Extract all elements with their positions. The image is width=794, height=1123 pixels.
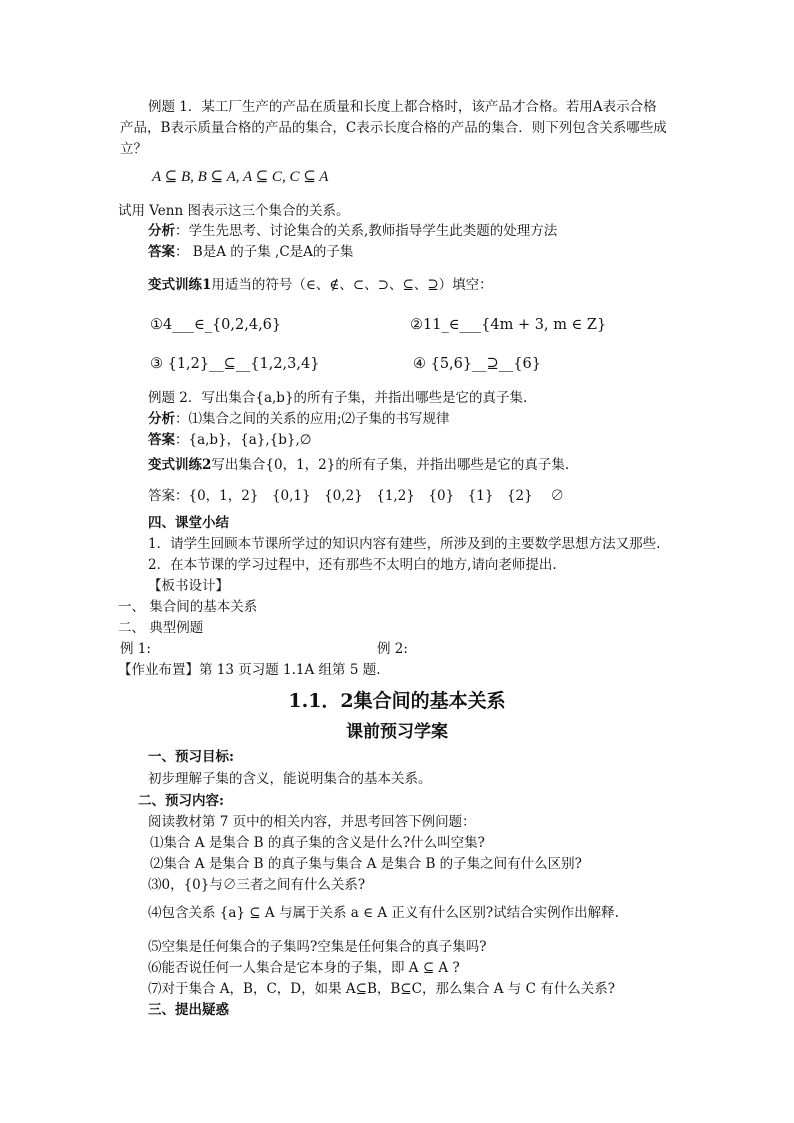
example1-line3: 立？ <box>120 141 147 157</box>
section-title: 1.1．2集合间的基本关系 <box>288 690 506 712</box>
board-item2: 二、 典型例题 <box>118 620 204 636</box>
variant2-prompt <box>148 456 569 474</box>
board-heading: 【板书设计】 <box>148 578 229 594</box>
analysis-text: ：⑴集合之间的关系的应用;⑵子集的书写规律 <box>175 411 450 427</box>
variant1-prompt <box>148 276 493 294</box>
board-item1: 一、 集合间的基本关系 <box>118 599 258 615</box>
example1-line1: 例题 1．某工厂生产的产品在质量和长度上都合格时，该产品才合格。若用A表示合格 <box>148 99 657 115</box>
question-1: ⑴集合 A 是集合 B 的真子集的含义是什么?什么叫空集? <box>150 835 485 851</box>
answer-text: ：{a,b}，{a},{b},∅ <box>175 432 312 448</box>
content-heading: 二、预习内容: <box>138 793 224 809</box>
variant1-label: 变式训练1 <box>148 277 212 293</box>
question-5: ⑸空集是任何集合的子集吗?空集是任何集合的真子集吗? <box>148 939 487 955</box>
variant2-label: 变式训练2 <box>148 457 212 473</box>
question-6: ⑹能否说任何一人集合是它本身的子集，即 A ⊆ A ? <box>148 960 460 976</box>
goals-text: 初步理解子集的含义，能说明集合的基本关系。 <box>148 771 432 787</box>
example1-analysis <box>148 222 557 240</box>
section-subtitle: 课前预习学案 <box>346 722 448 742</box>
summary-heading: 四、课堂小结 <box>148 515 229 531</box>
analysis-text: ：学生先思考、讨论集合的关系,教师指导学生此类题的处理方法 <box>175 223 558 239</box>
homework: 【作业布置】第 13 页习题 1.1A 组第 5 题. <box>118 662 381 678</box>
example2-line: 例题 2．写出集合{a,b}的所有子集，并指出哪些是它的真子集. <box>148 390 528 406</box>
question-4: ⑷包含关系 {a} ⊆ A 与属于关系 a ∈ A 正义有什么区别?试结合实例作出解释. <box>148 905 619 921</box>
variant1-item3: ③ {1,2}__⊆__{1,2,3,4} <box>150 356 320 372</box>
board-example2: 例 2: <box>377 641 408 657</box>
variant1-item2: ②11_∈___{4m + 3, m ∈ Z} <box>410 317 607 333</box>
example2-analysis <box>148 410 450 428</box>
analysis-label: 分析 <box>148 223 175 239</box>
question-3: ⑶0，{0}与∅三者之间有什么关系? <box>148 877 366 893</box>
variant1-item1: ①4___∈_{0,2,4,6} <box>150 317 282 333</box>
board-example1: 例 1: <box>120 641 151 657</box>
answer-label: 答案 <box>148 244 175 260</box>
analysis-label: 分析 <box>148 411 175 427</box>
variant2-text: 写出集合{0，1，2}的所有子集，并指出哪些是它的真子集. <box>211 457 570 473</box>
summary-item2: 2．在本节课的学习过程中，还有那些不太明白的地方,请向老师提出. <box>148 557 557 573</box>
question-7: ⑺对于集合 A，B，C，D，如果 A⊆B，B⊆C，那么集合 A 与 C 有什么关系? <box>148 981 615 997</box>
variant1-text: 用适当的符号（∈、∉、⊂、⊃、⊆、⊇）填空： <box>211 277 493 293</box>
doubts-heading: 三、提出疑惑 <box>148 1002 229 1018</box>
question-2: ⑵集合 A 是集合 B 的真子集与集合 A 是集合 B 的子集之间有什么区别? <box>150 856 582 872</box>
variant1-item4: ④ {5,6}__⊇__{6} <box>413 356 541 372</box>
example1-line2: 产品，B表示质量合格的产品的集合，C表示长度合格的产品的集合．则下列包含关系哪些成 <box>120 120 667 136</box>
variant2-answer: 答案：{0，1，2} {0,1} {0,2} {1,2} {0} {1} {2} ∅ <box>148 488 564 504</box>
answer-text: ： B是A 的子集 ,C是A的子集 <box>175 244 354 260</box>
answer-label: 答案 <box>148 432 175 448</box>
example1-answer <box>148 243 353 261</box>
summary-item1: 1．请学生回顾本节课所学过的知识内容有建些，所涉及到的主要数学思想方法又那些. <box>148 536 661 552</box>
venn-prompt: 试用 Venn 图表示这三个集合的关系。 <box>118 203 350 219</box>
example1-relations: A ⊆ B, B ⊆ A, A ⊆ C, C ⊆ A <box>152 169 329 185</box>
example2-answer <box>148 431 312 449</box>
content-intro: 阅读教材第 7 页中的相关内容，并思考回答下例问题： <box>148 814 476 830</box>
goals-heading: 一、预习目标: <box>148 749 234 765</box>
